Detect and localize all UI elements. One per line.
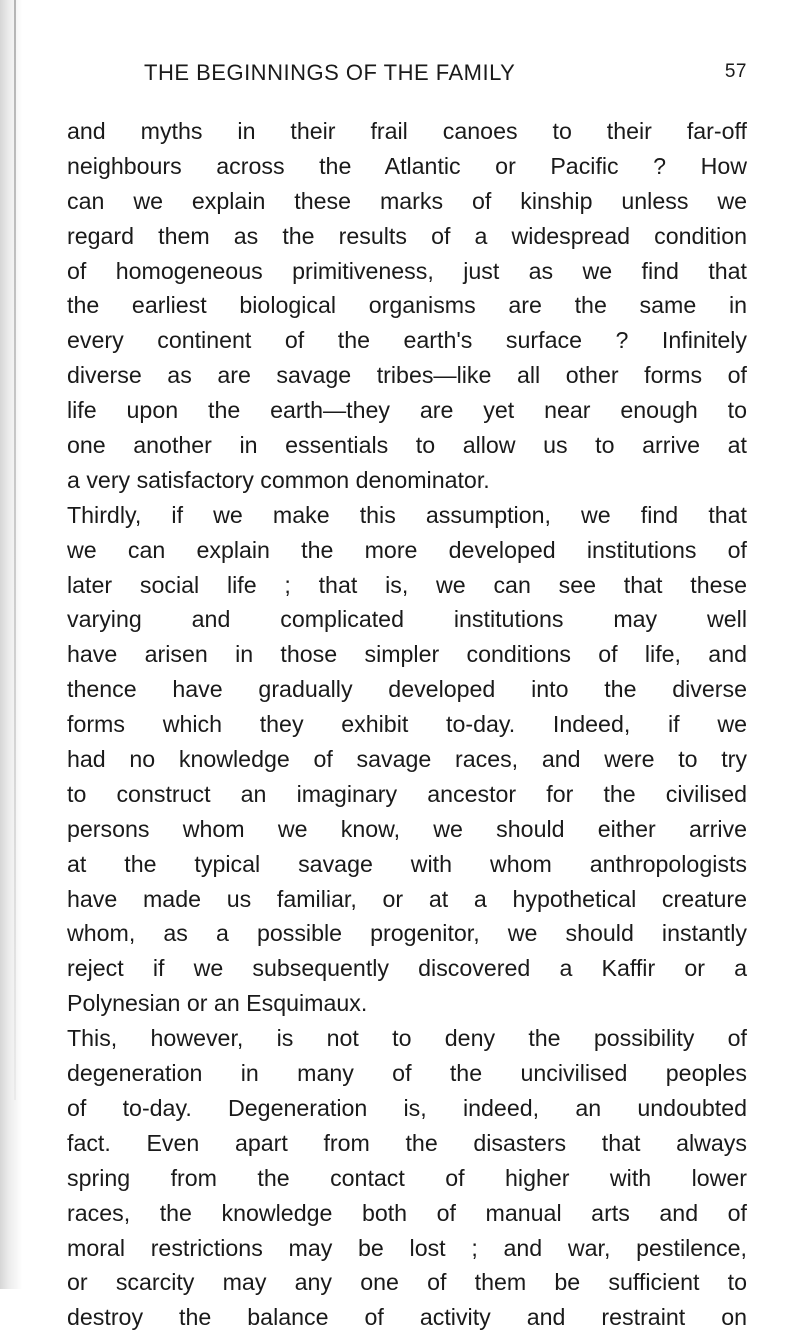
body-text: [67, 114, 747, 1335]
text-line: regard them as the results of a widespread condition: [67, 222, 747, 249]
text-line: degeneration in many of the uncivilised peoples: [67, 1060, 747, 1087]
text-line: Polynesian or an Esquimaux.: [67, 990, 368, 1017]
text-line: have made us familiar, or at a hypothetical creature: [67, 885, 747, 912]
text-line: forms which they exhibit to-day. Indeed, if we: [67, 711, 747, 738]
text-line: had no knowledge of savage races, and were to try: [67, 746, 747, 773]
text-line: persons whom we know, we should either arrive: [67, 815, 747, 842]
text-line: Thirdly, if we make this assumption, we find that: [67, 501, 747, 528]
text-line: can we explain these marks of kinship unless we: [67, 187, 747, 214]
text-line: at the typical savage with whom anthropologists: [67, 850, 747, 877]
text-line: spring from the contact of higher with lower: [67, 1164, 747, 1191]
text-line: fact. Even apart from the disasters that always: [67, 1129, 747, 1156]
text-line: diverse as are savage tribes—like all other forms of: [67, 362, 747, 389]
text-line: and myths in their frail canoes to their far-off: [67, 118, 747, 144]
text-line: varying and complicated institutions may well: [67, 606, 747, 633]
running-head-title: THE BEGINNINGS OF THE FAMILY: [144, 60, 516, 85]
text-line: This, however, is not to deny the possibility of: [67, 1025, 747, 1052]
text-line: whom, as a possible progenitor, we should instantly: [67, 920, 747, 947]
text-line: neighbours across the Atlantic or Pacific ? How: [67, 152, 747, 179]
binding-edge: [14, 0, 16, 1100]
binding-shadow: [0, 0, 22, 1289]
page-number: 57: [724, 61, 747, 82]
text-line: the earliest biological organisms are the same in: [67, 292, 747, 319]
running-head: [67, 60, 747, 96]
text-line: reject if we subsequently discovered a Kaffir or a: [67, 955, 747, 982]
text-line: to construct an imaginary ancestor for the civilised: [67, 780, 747, 807]
text-line: life upon the earth—they are yet near enough to: [67, 397, 747, 424]
text-line: of homogeneous primitiveness, just as we find that: [67, 257, 747, 284]
text-line: we can explain the more developed institutions of: [67, 536, 747, 563]
text-line: destroy the balance of activity and restraint on: [67, 1304, 747, 1331]
text-line: thence have gradually developed into the diverse: [67, 676, 747, 703]
text-line: or scarcity may any one of them be sufficient to: [67, 1269, 747, 1296]
text-line: every continent of the earth's surface ? Infinitely: [67, 327, 747, 354]
text-line: a very satisfactory common denominator.: [67, 466, 490, 493]
text-line: one another in essentials to allow us to arrive at: [67, 432, 747, 459]
text-line: have arisen in those simpler conditions of life, and: [67, 641, 747, 668]
text-line: moral restrictions may be lost ; and war, pestilence,: [67, 1234, 747, 1261]
book-page: [67, 60, 747, 1335]
text-line: of to-day. Degeneration is, indeed, an undoubted: [67, 1094, 747, 1121]
text-line: later social life ; that is, we can see that these: [67, 571, 747, 598]
text-line: races, the knowledge both of manual arts and of: [67, 1199, 747, 1226]
